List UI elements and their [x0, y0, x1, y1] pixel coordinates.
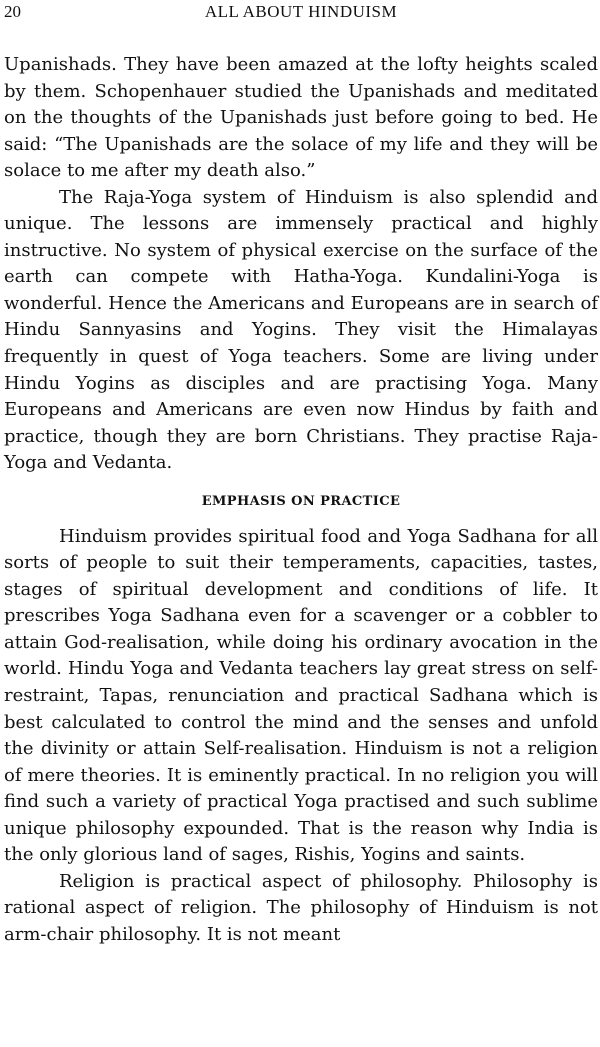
paragraph-raja-yoga: The Raja-Yoga system of Hinduism is also splendid and unique. The lessons are immensely practical and highly instructive. No system of physical exercise on the surface of the earth can compete with Hatha-Yoga. Kundalini-Yoga is wonderful. Hence the Americans and Europeans are in search of Hindu Sannyasins and Yogins. They visit the Himalayas frequently in quest of Yoga teachers. Some are living under Hindu Yogins as disciples and are practising Yoga. Many Europeans and Americans are even now Hindus by faith and practice, though they are born Christians. They practise Raja-Yoga and Vedanta.	[4, 186, 598, 474]
page-number: 20	[4, 2, 21, 21]
paragraph-religion-philosophy: Religion is practical aspect of philosophy. Philosophy is rational aspect of religion. The philosophy of Hinduism is not arm-chair philosophy. It is not meant	[4, 870, 598, 945]
running-header	[4, 0, 598, 30]
paragraph-continued: Upanishads. They have been amazed at the lofty heights scaled by them. Schopenhauer studied the Upanishads and meditated on the thoughts of the Upanishads just before going to bed. He said: “The Upanishads are the solace of my life and they will be solace to me after my death also.”	[4, 54, 598, 182]
section-heading: EMPHASIS ON PRACTICE	[201, 493, 401, 509]
body-text	[4, 52, 598, 949]
running-title: ALL ABOUT HINDUISM	[204, 2, 398, 21]
paragraph-emphasis-on-practice: Hinduism provides spiritual food and Yoga Sadhana for all sorts of people to suit their temperaments, capacities, tastes, stages of spiritual development and conditions of life. It prescribes Yoga Sadhana even for a scavenger or a cobbler to attain God-realisation, while doing his ordinary avocation in the world. Hindu Yoga and Vedanta teachers lay great stress on self-restraint, Tapas, renunciation and practical Sadhana which is best calculated to control the mind and the senses and unfold the divinity or attain Self-realisation. Hinduism is not a religion of mere theories. It is eminently practical. In no religion you will find such a variety of practical Yoga practised and such sublime unique philosophy expounded. That is the reason why India is the only glorious land of sages, Rishis, Yogins and saints.	[4, 525, 598, 866]
